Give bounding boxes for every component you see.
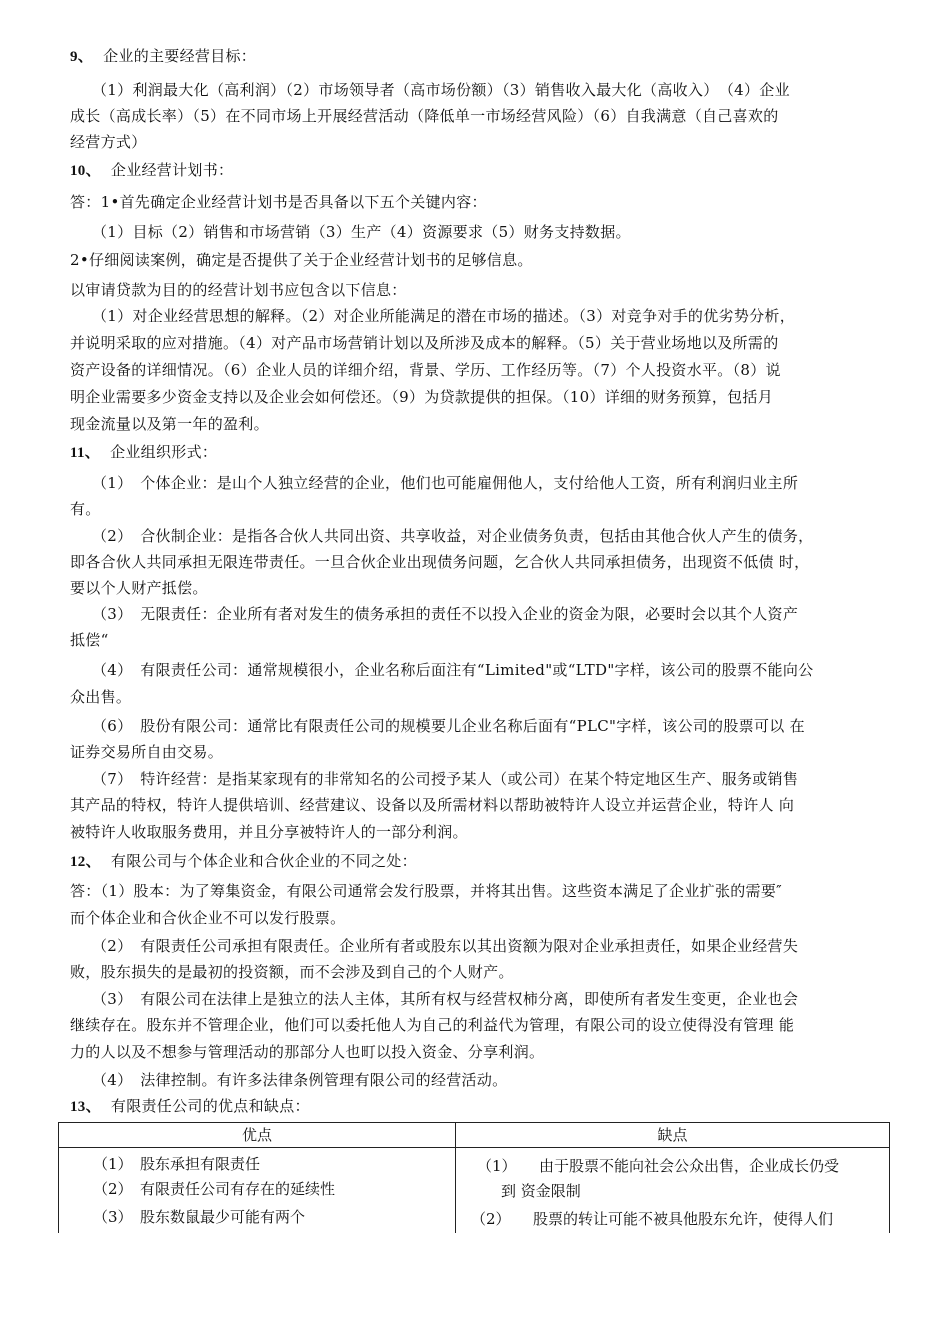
paragraph-line: （1） 个体企业：是山个人独立经营的企业，他们也可能雇佣他人，支付给他人工资，所有利润归业主所 [92, 474, 799, 492]
section-10-title: 企业经营计划书： [110, 161, 234, 179]
table-header-disadvantages: 缺点 [657, 1126, 688, 1144]
section-11-number: 11、 [70, 445, 101, 461]
paragraph-line: 抵偿“ [70, 631, 109, 649]
paragraph-line: （7） 特许经营：是指某家现有的非常知名的公司授予某人（或公司）在某个特定地区生产、服务或销售 [92, 770, 799, 788]
table-header-divider [59, 1147, 889, 1148]
paragraph-line: 有。 [70, 500, 101, 518]
section-12-heading [70, 851, 417, 872]
paragraph-line: （1）目标（2）销售和市场营销（3）生产（4）资源要求（5）财务支持数据。 [92, 223, 631, 241]
paragraph-line: （3） 无限责任：企业所有者对发生的债务承担的责任不以投入企业的资金为限，必要时会以其个人资产 [92, 605, 799, 623]
disadvantage-item: （2） 股票的转让可能不被具他股东允许，使得人们 [471, 1210, 834, 1228]
section-13-title: 有限责任公司的优点和缺点： [110, 1097, 310, 1115]
paragraph-line: 败，股东损失的是最初的投资额，而不会涉及到自己的个人财产。 [70, 963, 514, 981]
paragraph-line: 以审请贷款为目的的经营计划书应包含以下信息： [70, 281, 407, 299]
paragraph-line: 答：（1）股本：为了筹集资金，有限公司通常会发行股票，并将其出售。这些资本满足了企业扩张的需要″ [70, 882, 783, 900]
paragraph-line: 要以个人财产抵偿。 [70, 579, 208, 597]
section-11-title: 企业组织形式： [110, 443, 218, 461]
paragraph-line: 其产品的特权，特许人提供培训、经营建议、设备以及所需材料以帮助被特许人设立并运营企业，特许人 向 [70, 796, 795, 814]
section-13-number: 13、 [70, 1099, 101, 1115]
paragraph-line: （1）利润最大化（高利润）（2）市场领导者（高市场份额）（3）销售收入最大化（高收入） （4）企业 [92, 81, 790, 99]
section-10-number: 10、 [70, 163, 101, 179]
section-12-title: 有限公司与个体企业和合伙企业的不同之处： [110, 852, 417, 870]
paragraph-line: （1）对企业经营思想的解释。（2）对企业所能满足的潜在市场的描述。（3）对竞争对手的优劣势分析， [92, 307, 796, 325]
paragraph-line: 继续存在。股东并不管理企业，他们可以委托他人为自己的利益代为管理，有限公司的设立使得没有管理 能 [70, 1016, 795, 1034]
section-12-number: 12、 [70, 854, 101, 870]
section-9-title: 企业的主要经营目标： [103, 47, 257, 65]
section-9-heading [70, 46, 256, 67]
paragraph-line: 答：1•首先确定企业经营计划书是否具备以下五个关键内容： [70, 193, 487, 211]
paragraph-line: 证券交易所自由交易。 [70, 743, 224, 761]
paragraph-line: 成长（高成长率）（5）在不同市场上开展经营活动（降低单一市场经营风险）（6）自我满意（自己喜欢的 [70, 107, 779, 125]
disadvantage-item: （1） 由于股票不能向社会公众出售，企业成长仍受 [477, 1157, 840, 1175]
section-10-heading [70, 160, 233, 181]
section-13-heading [70, 1096, 310, 1117]
paragraph-line: （2） 有限责任公司承担有限责任。企业所有者或股东以其出资额为限对企业承担责任，如果企业经营失 [92, 937, 799, 955]
paragraph-line: 并说明采取的应对措施。（4）对产品市场营销计划以及所涉及成本的解释。（5）关于营业场地以及所需的 [70, 334, 779, 352]
paragraph-line: （6） 股份有限公司：通常比有限责任公司的规模要儿企业名称后面有“PLC"字样，该公司的股票可以 在 [92, 717, 805, 735]
paragraph-line: （4） 有限责任公司：通常规模很小，企业名称后面注有“Limited"或“LTD"字样，该公司的股票不能向公 [92, 661, 814, 679]
advantage-item: （2） 有限责任公司有存在的延续性 [93, 1180, 336, 1198]
paragraph-line: （4） 法律控制。有许多法律条例管理有限公司的经营活动。 [92, 1071, 508, 1089]
paragraph-line: 2•仔细阅读案例，确定是否提供了关于企业经营计划书的足够信息。 [70, 251, 533, 269]
paragraph-line: 现金流量以及第一年的盈利。 [70, 415, 269, 433]
pros-cons-table [58, 1122, 890, 1233]
table-header-advantages: 优点 [241, 1126, 272, 1144]
paragraph-line: 力的人以及不想参与管理活动的那部分人也町以投入资金、分享利润。 [70, 1043, 545, 1061]
paragraph-line: （3） 有限公司在法律上是独立的法人主体，其所有权与经营权柿分离，即使所有者发生变更，企业也会 [92, 990, 799, 1008]
section-9-number: 9、 [70, 49, 94, 65]
paragraph-line: 被特许人收取服务费用，并且分享被特许人的一部分利润。 [70, 823, 468, 841]
paragraph-line: 资产设备的详细情况。（6）企业人员的详细介绍，背景、学历、工作经历等。（7）个人投资水平。（8）说 [70, 361, 781, 379]
advantage-item: （3） 股东数鼠最少可能有两个 [93, 1208, 306, 1226]
paragraph-line: 即各合伙人共同承担无限连带责任。一旦合伙企业出现债务问题，乞合伙人共同承担债务，出现资不低债 时， [70, 553, 810, 571]
disadvantage-item: 到 资金限制 [501, 1182, 581, 1200]
section-11-heading [70, 442, 217, 463]
paragraph-line: （2） 合伙制企业：是指各合伙人共同出资、共享收益，对企业债务负责，包括由其他合伙人产生的债务， [92, 527, 814, 545]
paragraph-line: 而个体企业和合伙企业不可以发行股票。 [70, 909, 346, 927]
advantage-item: （1） 股东承担有限责任 [93, 1155, 261, 1173]
paragraph-line: 经营方式） [70, 133, 147, 151]
paragraph-line: 众出售。 [70, 688, 132, 706]
paragraph-line: 明企业需要多少资金支持以及企业会如何偿还。（9）为贷款提供的担保。（10）详细的财务预算，包括月 [70, 388, 774, 406]
